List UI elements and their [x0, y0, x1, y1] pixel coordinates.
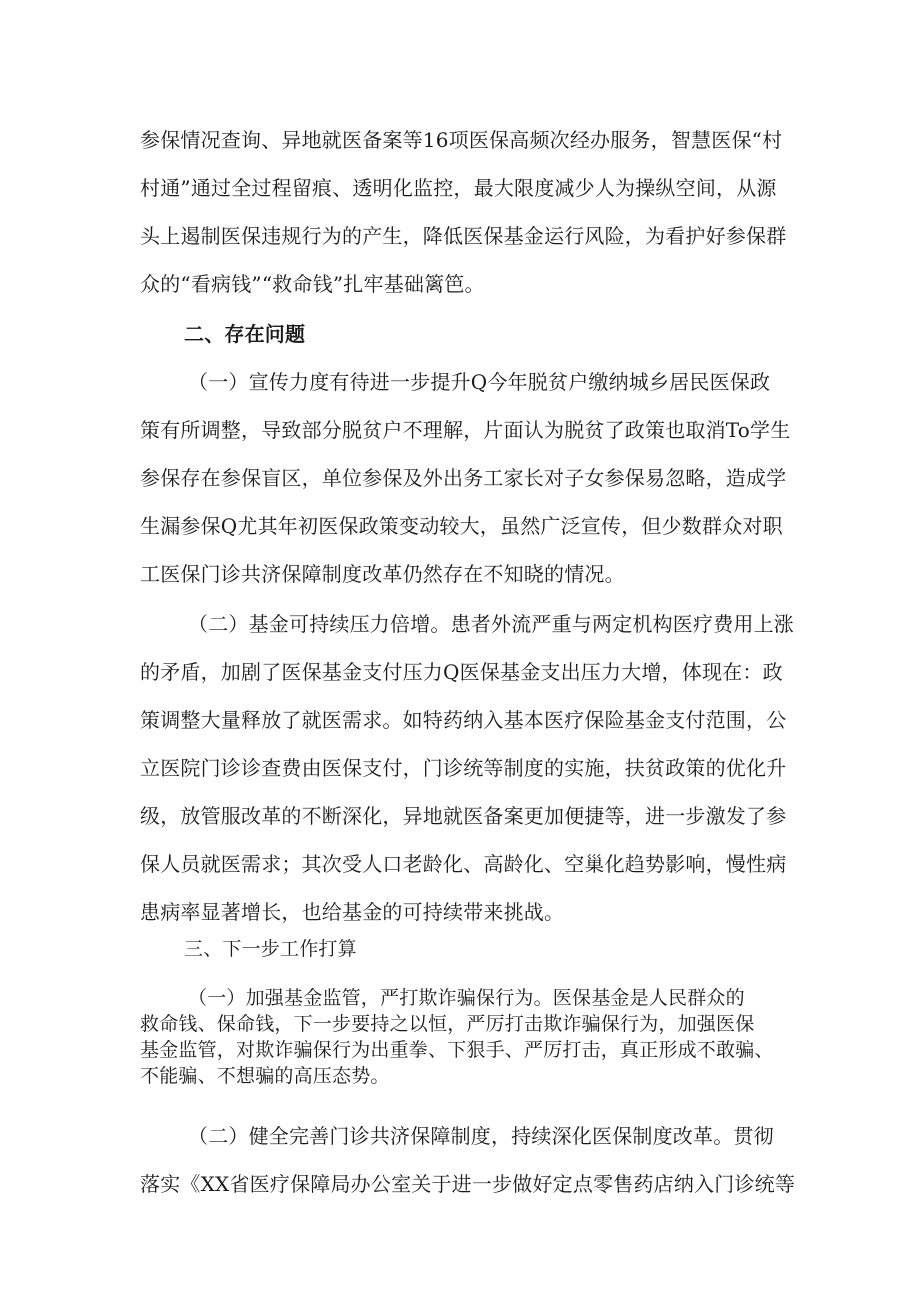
- text-line: 救命钱、保命钱，下一步要持之以恒，严厉打击欺诈骗保行为，加强医保: [140, 1013, 755, 1035]
- text-line: 不能骗、不想骗的高压态势。: [140, 1065, 390, 1087]
- section-heading-plans: 三、下一步工作打算: [184, 938, 357, 960]
- text-line: 参保存在参保盲区，单位参保及外出务工家长对子女参保易忽略，造成学: [140, 466, 787, 490]
- text-line: 工医保门诊共济保障制度改革仍然存在不知晓的情况。: [140, 562, 625, 586]
- text-line: 的矛盾，加剧了医保基金支付压力Q医保基金支出压力大增，体现在：政: [140, 660, 783, 684]
- section-heading-issues: 二、存在问题: [184, 322, 306, 346]
- text-line: 落实《XX省医疗保障局办公室关于进一步做好定点零售药店纳入门诊统等: [140, 1172, 796, 1196]
- text-line: （二）基金可持续压力倍增。患者外流严重与两定机构医疗费用上涨: [188, 612, 794, 636]
- text-line: 参保情况查询、异地就医备案等16项医保高频次经办服务，智慧医保“村: [140, 128, 783, 152]
- text-line: 级，放管服改革的不断深化，异地就医备案更加便捷等，进一步激发了参: [140, 804, 787, 828]
- text-line: 立医院门诊诊查费由医保支付，门诊统等制度的实施，扶贫政策的优化升: [140, 756, 787, 780]
- text-line: 策调整大量释放了就医需求。如特药纳入基本医疗保险基金支付范围，公: [140, 708, 787, 732]
- text-line: 患病率显著增长，也给基金的可持续带来挑战。: [140, 900, 565, 924]
- text-line: 生漏参保Q尤其年初医保政策变动较大，虽然广泛宣传，但少数群众对职: [140, 514, 783, 538]
- text-line: （一）宣传力度有待进一步提升Q今年脱贫户缴纳城乡居民医保政: [188, 370, 771, 394]
- text-line: 众的“看病钱”“救命钱”扎牢基础篱笆。: [140, 272, 485, 296]
- text-line: 基金监管，对欺诈骗保行为出重拳、下狠手、严厉打击，真正形成不敢骗、: [140, 1039, 774, 1061]
- text-line: 保人员就医需求；其次受人口老龄化、高龄化、空巢化趋势影响，慢性病: [140, 852, 787, 876]
- text-line: 头上遏制医保违规行为的产生，降低医保基金运行风险，为看护好参保群: [140, 224, 787, 248]
- text-line: 策有所调整，导致部分脱贫户不理解，片面认为脱贫了政策也取消To学生: [140, 418, 791, 442]
- text-line: 村通”通过全过程留痕、透明化监控，最大限度减少人为操纵空间，从源: [140, 176, 777, 200]
- text-line: （一）加强基金监管，严打欺诈骗保行为。医保基金是人民群众的: [188, 987, 745, 1009]
- text-line: （二）健全完善门诊共济保障制度，持续深化医保制度改革。贯彻: [188, 1124, 774, 1148]
